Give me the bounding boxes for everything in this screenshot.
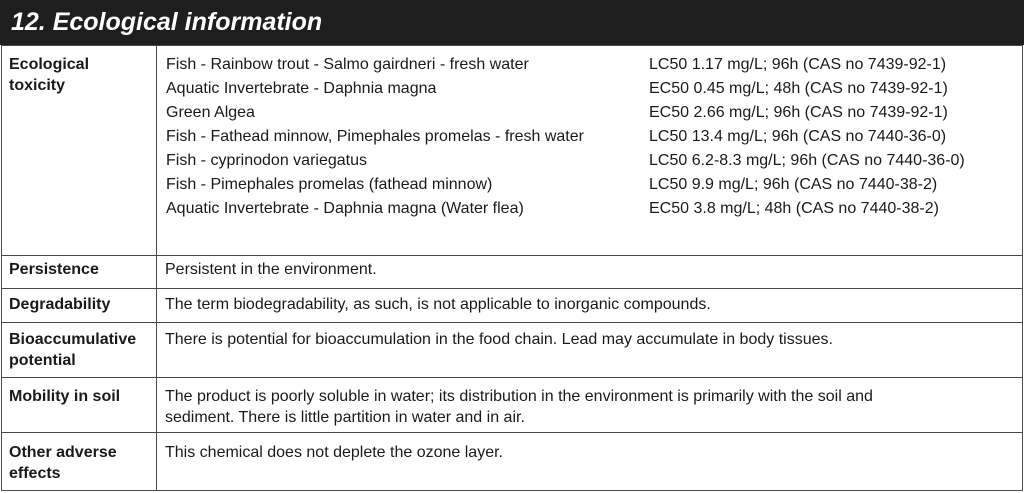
section-title: 12. Ecological information bbox=[11, 8, 323, 36]
toxicity-result: LC50 13.4 mg/L; 96h (CAS no 7440-36-0) bbox=[649, 128, 947, 145]
degradability-label: Degradability bbox=[9, 296, 111, 313]
table-bottom-border bbox=[1, 490, 1023, 491]
other-effects-text: This chemical does not deplete the ozone layer. bbox=[165, 444, 503, 461]
row-divider bbox=[1, 255, 1023, 256]
section-header bbox=[0, 0, 1024, 45]
toxicity-result: EC50 3.8 mg/L; 48h (CAS no 7440-38-2) bbox=[649, 200, 939, 217]
toxicity-result: LC50 9.9 mg/L; 96h (CAS no 7440-38-2) bbox=[649, 176, 938, 193]
toxicity-organism: Aquatic Invertebrate - Daphnia magna (Water flea) bbox=[166, 200, 524, 217]
ecological-toxicity-label: Ecological toxicity bbox=[9, 56, 90, 94]
toxicity-organism: Green Algea bbox=[166, 104, 255, 121]
toxicity-result: LC50 1.17 mg/L; 96h (CAS no 7439-92-1) bbox=[649, 56, 947, 73]
bioaccumulative-text: There is potential for bioaccumulation in the food chain. Lead may accumulate in body tissues. bbox=[165, 331, 833, 348]
persistence-text: Persistent in the environment. bbox=[165, 261, 377, 278]
table-right-border bbox=[1022, 45, 1023, 491]
toxicity-organism: Fish - Rainbow trout - Salmo gairdneri - fresh water bbox=[166, 56, 529, 73]
mobility-text: The product is poorly soluble in water; its distribution in the environment is primarily with the soil and sediment. There is little partition in water and in air. bbox=[165, 388, 873, 426]
toxicity-organism: Fish - cyprinodon variegatus bbox=[166, 152, 367, 169]
degradability-text: The term biodegradability, as such, is not applicable to inorganic compounds. bbox=[165, 296, 711, 313]
toxicity-result: EC50 2.66 mg/L; 96h (CAS no 7439-92-1) bbox=[649, 104, 948, 121]
row-divider bbox=[1, 288, 1023, 289]
toxicity-organism: Aquatic Invertebrate - Daphnia magna bbox=[166, 80, 437, 97]
table-top-border bbox=[1, 45, 1023, 46]
toxicity-result: LC50 6.2-8.3 mg/L; 96h (CAS no 7440-36-0) bbox=[649, 152, 965, 169]
bioaccumulative-label: Bioaccumulative potential bbox=[9, 331, 137, 369]
column-divider bbox=[156, 45, 157, 491]
row-divider bbox=[1, 322, 1023, 323]
row-divider bbox=[1, 377, 1023, 378]
ecological-info-table bbox=[1, 45, 1023, 491]
other-effects-label: Other adverse effects bbox=[9, 444, 117, 482]
persistence-label: Persistence bbox=[9, 261, 99, 278]
toxicity-organism: Fish - Pimephales promelas (fathead minnow) bbox=[166, 176, 493, 193]
toxicity-result: EC50 0.45 mg/L; 48h (CAS no 7439-92-1) bbox=[649, 80, 948, 97]
row-divider bbox=[1, 432, 1023, 433]
toxicity-organism: Fish - Fathead minnow, Pimephales promelas - fresh water bbox=[166, 128, 584, 145]
mobility-label: Mobility in soil bbox=[9, 388, 121, 405]
table-left-border bbox=[1, 45, 2, 491]
